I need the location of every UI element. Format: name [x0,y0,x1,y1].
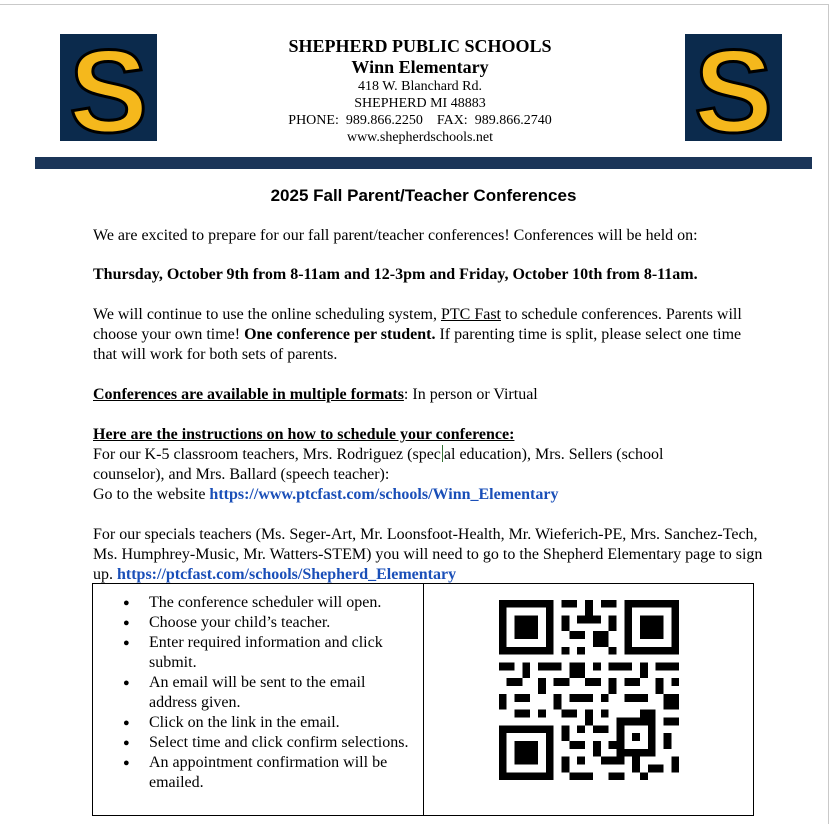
scheduling-paragraph [93,305,743,365]
winn-website-line [93,485,773,505]
shepherd-elementary-link[interactable]: https://ptcfast.com/schools/Shepherd_Elementary [117,566,457,583]
qr-code-icon[interactable] [491,592,687,788]
specials-text: For our specials teachers (Ms. Seger-Art, Mr. Loonsfoot-Health, Mr. Wieferich-PE, Mrs. Sanchez-Tech, Ms. Humphrey-Music, Mr. Watters-STEM) you will need to go to the Shepherd Elementary page to sign up. [93,526,763,583]
list-item: ● Enter required information and click submit. [123,633,413,673]
goto-text: Go to the website [93,486,210,503]
one-conference-emphasis: One conference per student. [244,326,436,343]
page-edge-top [0,4,829,5]
list-item: ● An appointment confirmation will be emailed. [123,753,413,793]
steps-list [123,593,413,793]
classroom-teachers-paragraph [93,445,733,485]
classroom-text: For our K-5 classroom teachers, Mrs. Rodriguez (spec [93,446,441,463]
address-street: 418 W. Blanchard Rd. [357,79,483,94]
letter-s-logo-icon [60,34,157,141]
school-logo-right [685,34,782,141]
list-item: ● An email will be sent to the email address given. [123,673,413,713]
page-title: 2025 Fall Parent/Teacher Conferences [270,186,577,205]
letter-s-logo-icon [685,34,782,141]
formats-value: : In person or Virtual [403,386,538,403]
address-city: SHEPHERD MI 48883 [354,96,486,111]
list-item: ● The conference scheduler will open. [123,593,413,613]
ptc-fast-link[interactable]: PTC Fast [440,306,501,323]
conference-dates: Thursday, October 9th from 8-11am and 12-3pm and Friday, October 10th from 8-11am. [93,266,698,283]
logo-letter: S [69,34,148,141]
instructions-heading: Here are the instructions on how to schedule your conference: [93,426,515,443]
formats-paragraph [93,385,773,405]
classroom-text-2: al education), Mrs. Sellers (school counselor), and Mrs. Ballard (speech teacher): [93,446,664,483]
logo-letter: S [694,34,773,141]
winn-elementary-link[interactable]: https://www.ptcfast.com/schools/Winn_Elementary [209,486,559,503]
instructions-table [92,583,754,816]
school-logo-left [60,34,157,141]
scheduling-text-3: If parenting time is split, please select one time that will work for both sets of parents. [93,326,742,363]
building-name: Winn Elementary [351,57,489,77]
letterhead [220,36,620,146]
table-divider [423,584,424,815]
school-name: SHEPHERD PUBLIC SCHOOLS [288,36,552,56]
list-item: ● Click on the link in the email. [123,713,413,733]
formats-label: Conferences are available in multiple formats [93,386,404,403]
scheduling-text-2: to schedule conferences. Parents will choose your own time! [93,306,742,343]
text-cursor [442,445,443,462]
list-item: ● Select time and click confirm selections. [123,733,413,753]
header-divider-bar [35,157,812,169]
school-website: www.shepherdschools.net [346,130,494,145]
specials-teachers-paragraph [93,525,763,585]
phone-fax: PHONE: 989.866.2250 FAX: 989.866.2740 [288,113,552,128]
intro-paragraph: We are excited to prepare for our fall parent/teacher conferences! Conferences will be held on: [93,227,698,244]
scheduling-text: We will continue to use the online scheduling system, [93,306,441,323]
list-item: ● Choose your child’s teacher. [123,613,413,633]
